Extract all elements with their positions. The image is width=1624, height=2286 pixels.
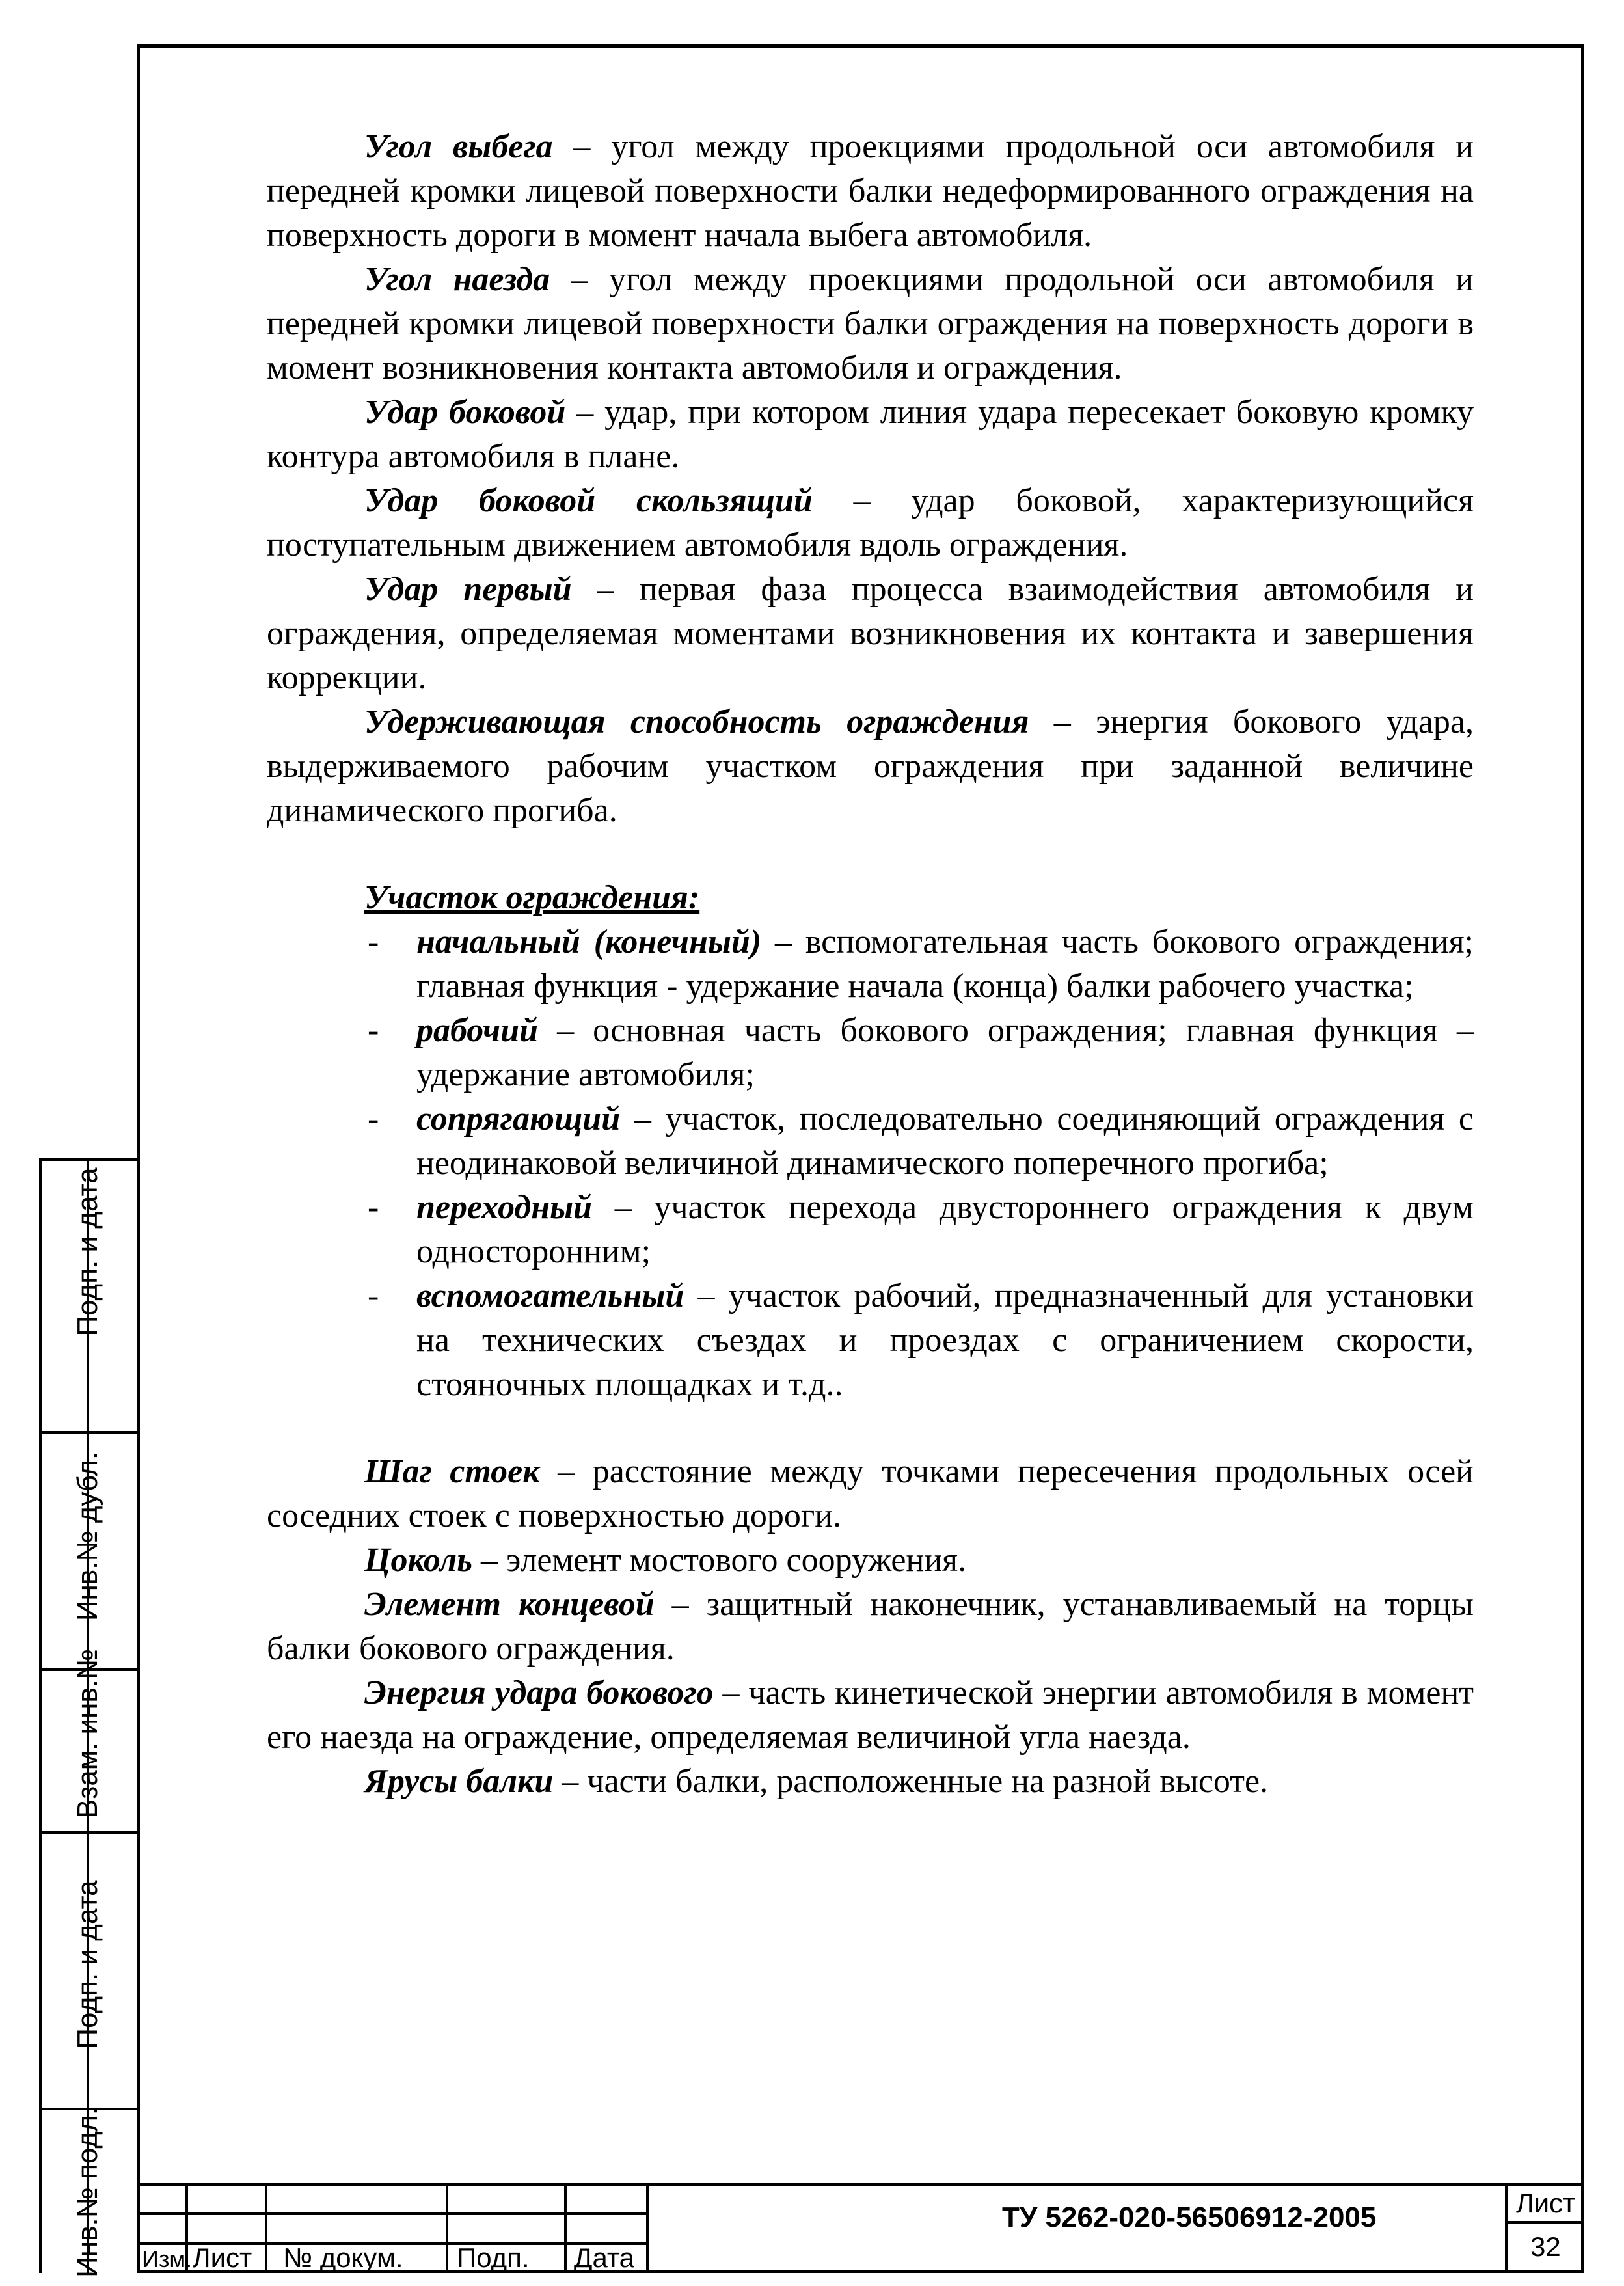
definition-paragraph [267,258,1474,390]
sheet-label: Лист [1516,2188,1576,2218]
col-doc-no: № докум. [283,2242,403,2273]
term: начальный (конечный) [416,923,762,960]
definition-paragraph [267,1671,1474,1760]
list-item [267,1097,1474,1186]
definition-text: – участок рабочий, предназначенный для установки на технических съездах и проездах с ограничением скорости, стояночных площадках и т.д.. [416,1277,1474,1403]
definition-paragraph [267,567,1474,700]
term: Удар боковой скользящий [364,482,813,519]
divider [564,2183,567,2273]
list-item [267,1009,1474,1097]
document-body [267,125,1474,1804]
stamp-label-podp-data-2: Подп. и дата [72,1880,103,2049]
definition-text: – энергия бокового удара, выдерживаемого рабочим участком ограждения при заданной величине динамического прогиба. [267,703,1474,829]
definition-text: – участок, последовательно соединяющий ограждения с неодинаковой величиной динамического поперечного прогиба; [416,1100,1474,1182]
term: Удар боковой [364,394,566,431]
section-list [267,920,1474,1407]
col-data: Дата [574,2242,635,2273]
list-item [267,1186,1474,1274]
definition-text: – угол между проекциями продольной оси автомобиля и передней кромки лицевой поверхности балки недеформированного ограждения на поверхность дороги в момент начала выбега автомобиля. [267,128,1474,254]
term: Элемент концевой [364,1586,655,1623]
definition-text: – защитный наконечник, устанавливаемый на торцы балки бокового ограждения. [267,1586,1474,1667]
col-list: Лист [193,2242,252,2273]
definition-paragraph [267,1760,1474,1804]
definition-text: – участок перехода двустороннего ограждения к двум односторонним; [416,1189,1474,1270]
margin-stamp [39,1158,137,2278]
term: рабочий [416,1012,539,1049]
stamp-label-inv-dubl: Инв.№ дубл. [72,1451,103,1622]
col-podp: Подп. [457,2242,530,2273]
divider [39,1161,42,2273]
definition-text: – вспомогательная часть бокового ограждения; главная функция - удержание начала (конца) балки рабочего участка; [416,923,1474,1005]
divider [39,1831,137,1834]
term: вспомогательный [416,1277,684,1314]
term: Угол наезда [364,261,550,298]
list-dash: - [368,1277,379,1314]
divider [137,2183,1584,2186]
term: переходный [416,1189,593,1226]
stamp-label-vzam-inv: Взам. инв.№ [72,1648,103,1819]
definition-text: – первая фаза процесса взаимодействия автомобиля и ограждения, определяемая моментами возникновения их контакта и завершения коррекции. [267,571,1474,696]
stamp-label-podp-data: Подп. и дата [72,1167,103,1337]
divider [1505,2221,1584,2224]
list-dash: - [368,1012,379,1049]
definition-text: – части балки, расположенные на разной высоте. [553,1763,1269,1800]
definition-paragraph [267,390,1474,479]
definition-text: – элемент мостового сооружения. [472,1542,967,1579]
list-dash: - [368,1189,379,1226]
term: Удар первый [364,571,572,608]
sheet-number: 32 [1530,2231,1561,2262]
divider [265,2183,267,2273]
definition-text: – основная часть бокового ограждения; главная функция – удержание автомобиля; [416,1012,1474,1093]
divider [137,2212,649,2215]
divider [446,2183,448,2273]
list-item [267,920,1474,1009]
stamp-label-inv-podl: Инв.№ подл. [72,2107,103,2278]
col-izm: Изм. [142,2246,193,2272]
list-dash: - [368,1100,379,1137]
term: сопрягающий [416,1100,621,1137]
term: Удерживающая способность ограждения [364,703,1029,741]
definition-paragraph [267,125,1474,258]
definition-paragraph [267,479,1474,567]
term: Ярусы балки [364,1763,554,1800]
definition-paragraph [267,700,1474,833]
document-number: ТУ 5262-020-56506912-2005 [1002,2201,1377,2233]
term: Энергия удара бокового [364,1674,714,1711]
definition-text: – удар, при котором линия удара пересекает боковую кромку контура автомобиля в плане. [267,394,1474,475]
definition-text: – угол между проекциями продольной оси автомобиля и передней кромки лицевой поверхности балки ограждения на поверхность дороги в момент возникновения контакта автомобиля и ограждения. [267,261,1474,387]
term: Цоколь [364,1542,472,1579]
definition-paragraph [267,1450,1474,1538]
list-item [267,1274,1474,1407]
definition-text: – удар боковой, характеризующийся поступательным движением автомобиля вдоль ограждения. [267,482,1474,564]
divider [1505,2183,1508,2273]
term: Шаг стоек [364,1453,540,1490]
title-block [137,2183,1584,2273]
definition-paragraph [267,1583,1474,1671]
divider [39,1431,137,1434]
divider [646,2183,649,2273]
term: Угол выбега [364,128,553,165]
list-dash: - [368,923,379,960]
section-title: Участок ограждения: [364,879,700,916]
definition-paragraph [267,1538,1474,1583]
definition-text: – расстояние между точками пересечения продольных осей соседних стоек с поверхностью дороги. [267,1453,1474,1534]
definition-text: – часть кинетической энергии автомобиля в момент его наезда на ограждение, определяемая величиной угла наезда. [267,1674,1474,1756]
spacer [267,1407,1474,1450]
